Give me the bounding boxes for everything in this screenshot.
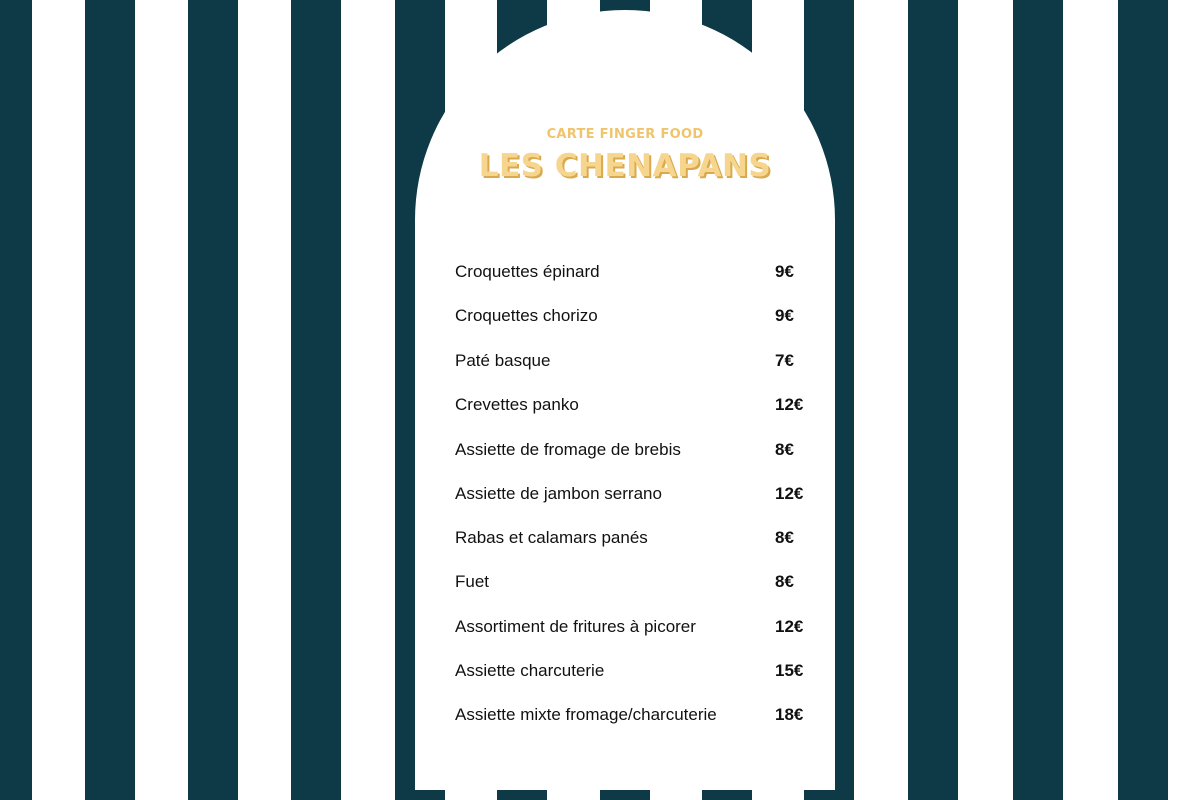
menu-item bbox=[415, 351, 835, 375]
menu-item-name: Rabas et calamars panés bbox=[455, 528, 648, 547]
menu-item bbox=[415, 705, 835, 729]
background-stripe bbox=[908, 0, 958, 800]
menu-item-name: Croquettes chorizo bbox=[455, 306, 598, 325]
menu-item-name: Crevettes panko bbox=[455, 395, 579, 414]
background-stripe bbox=[85, 0, 135, 800]
menu-item-name: Croquettes épinard bbox=[455, 262, 600, 281]
menu-item bbox=[415, 484, 835, 508]
menu-item-name: Fuet bbox=[455, 572, 490, 591]
menu-item-price: 9€ bbox=[775, 306, 794, 325]
menu-item bbox=[415, 572, 835, 596]
menu-subtitle: CARTE FINGER FOOD bbox=[546, 127, 704, 142]
background-stripe bbox=[1118, 0, 1168, 800]
menu-title: LES CHENAPANS bbox=[478, 148, 772, 184]
menu-item bbox=[415, 528, 835, 552]
menu-item-name: Assiette de fromage de brebis bbox=[455, 440, 681, 459]
menu-item-name: Assortiment de fritures à picorer bbox=[455, 617, 696, 636]
background-stripe bbox=[0, 0, 32, 800]
menu-item bbox=[415, 440, 835, 464]
menu-item-name: Assiette de jambon serrano bbox=[455, 484, 662, 503]
menu-item-price: 15€ bbox=[775, 661, 804, 680]
menu-item-name: Paté basque bbox=[455, 351, 551, 370]
menu-item-price: 8€ bbox=[775, 572, 794, 591]
background-stripe bbox=[291, 0, 341, 800]
menu-card bbox=[415, 10, 835, 790]
menu-item-price: 7€ bbox=[775, 351, 794, 370]
menu-item-price: 12€ bbox=[775, 395, 804, 414]
menu-item bbox=[415, 617, 835, 641]
menu-item-price: 12€ bbox=[775, 617, 804, 636]
menu-item bbox=[415, 661, 835, 685]
menu-item-price: 9€ bbox=[775, 262, 794, 281]
menu-item-name: Assiette mixte fromage/charcuterie bbox=[455, 705, 717, 724]
menu-item-price: 12€ bbox=[775, 484, 804, 503]
menu-item-price: 8€ bbox=[775, 528, 794, 547]
background-stripe bbox=[1013, 0, 1063, 800]
background-stripe bbox=[188, 0, 238, 800]
menu-item-name: Assiette charcuterie bbox=[455, 661, 605, 680]
menu-item bbox=[415, 262, 835, 286]
menu-item bbox=[415, 395, 835, 419]
menu-item-price: 18€ bbox=[775, 705, 804, 724]
menu-item-price: 8€ bbox=[775, 440, 794, 459]
menu-item bbox=[415, 306, 835, 330]
